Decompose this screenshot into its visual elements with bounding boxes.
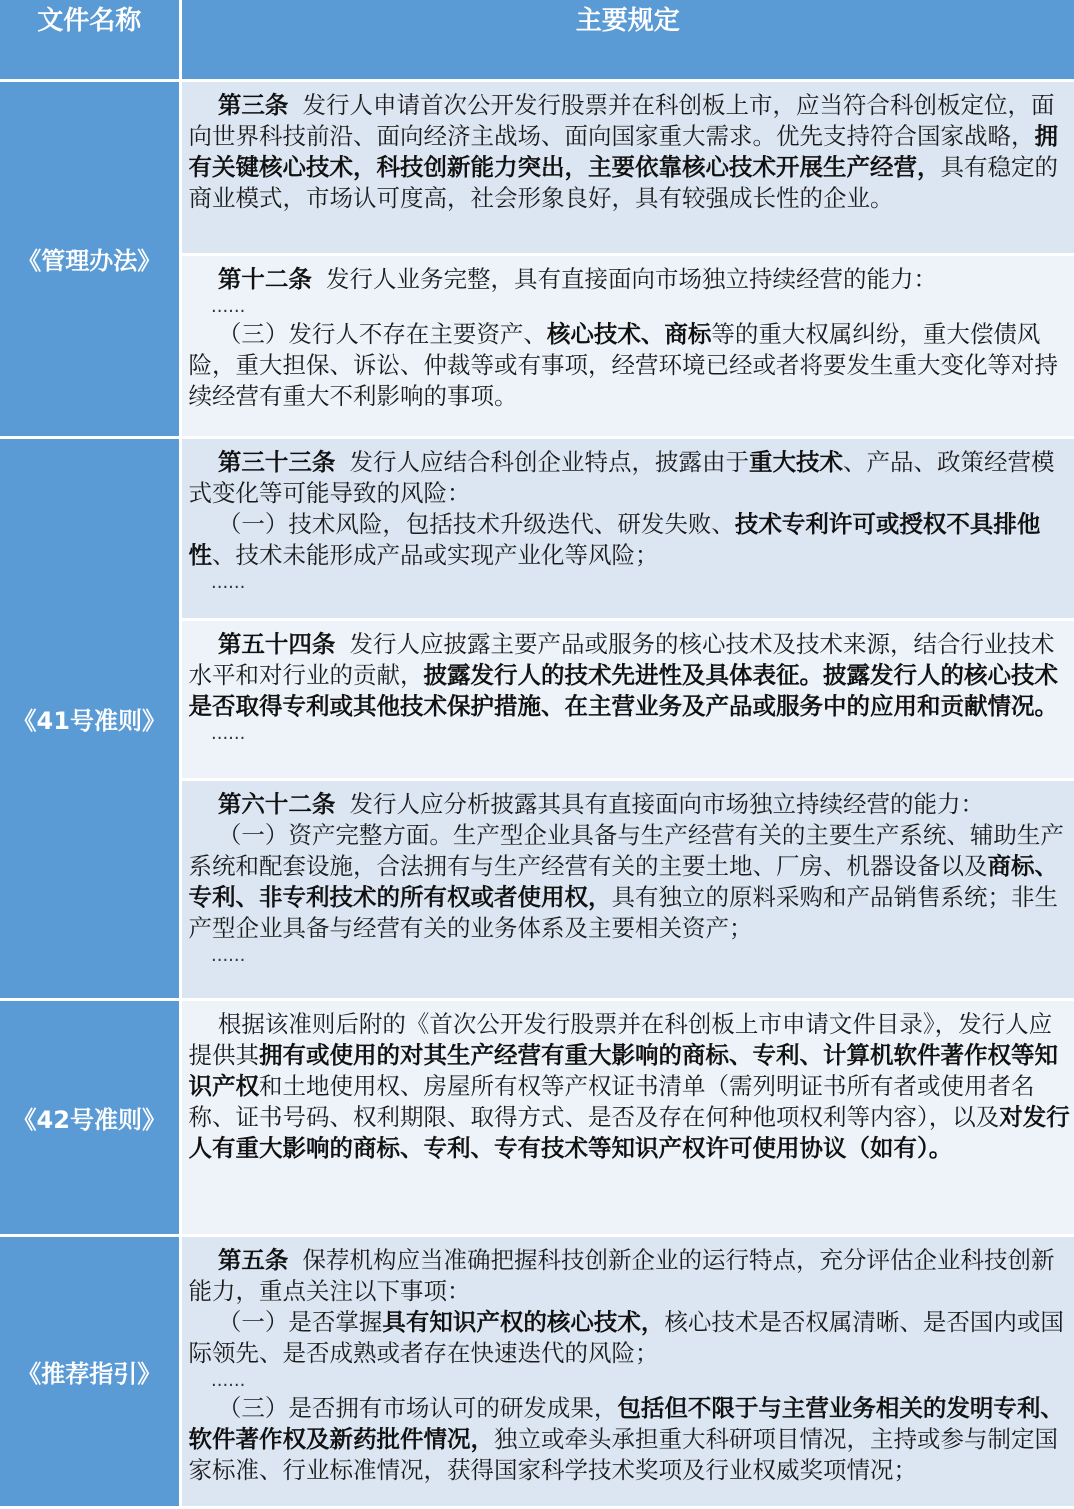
body-text: 发行人应结合科创企业特点，披露由于: [349, 447, 749, 476]
body-text: 核心技术是否权属清晰、是否国内或国际领先、是否成熟或者存在快速迭代的风险；: [188, 1307, 1064, 1367]
body-text: 保荐机构应当准确把握科技创新企业的运行特点，充分评估企业科技创新能力，重点关注以下事项：: [188, 1245, 1055, 1305]
emphasis-text: 对发行人有重大影响的商标、专利、专有技术等知识产权许可使用协议（如有）。: [188, 1102, 1070, 1162]
body-text: 发行人申请首次公开发行股票并在科创板上市，应当符合科创板定位，面向世界科技前沿、面向经济主战场、面向国家重大需求。优先支持符合国家战略，: [188, 90, 1055, 150]
emphasis-text: 披露发行人的技术先进性及具体表征。披露发行人的核心技术是否取得专利或其他技术保护措施、在主营业务及产品或服务中的应用和贡献情况。: [188, 660, 1058, 720]
ellipsis: ......: [211, 944, 246, 966]
header-file-name: 文件名称: [0, 0, 180, 80]
emphasis-text: 第三条: [217, 90, 289, 119]
body-text: 发行人应分析披露其具有直接面向市场独立持续经营的能力：: [349, 789, 984, 818]
table-row: [0, 80, 1074, 254]
emphasis-text: 拥有关键核心技术，科技创新能力突出，主要依靠核心技术开展生产经营，: [188, 121, 1058, 181]
table-row: [0, 437, 1074, 619]
emphasis-text: 技术专利许可或授权不具排他性: [188, 509, 1041, 569]
body-text: 发行人应披露主要产品或服务的核心技术及技术来源，结合行业技术水平和对行业的贡献，: [188, 629, 1055, 689]
emphasis-text: 重大技术: [748, 447, 843, 476]
provision-cell: [180, 80, 1074, 254]
emphasis-text: 第六十二条: [217, 789, 336, 818]
ellipsis: ......: [211, 571, 246, 593]
body-text: 独立或牵头承担重大科研项目情况，主持或参与制定国家标准、行业标准情况，获得国家科学技术奖项及行业权威奖项情况；: [188, 1424, 1058, 1484]
provision-paragraph: [189, 90, 1071, 214]
body-text: （三）是否拥有市场认可的研发成果，: [217, 1393, 618, 1422]
body-text: 根据该准则后附的《首次公开发行股票并在科创板上市申请文件目录》，发行人应提供其: [188, 1009, 1053, 1069]
body-text: 具有稳定的商业模式，市场认可度高，社会形象良好，具有较强成长性的企业。: [188, 152, 1058, 212]
header-main-provisions: 主要规定: [180, 0, 1074, 80]
provision-paragraph: [189, 789, 1071, 820]
body-text: 、产品、政策经营模式变化等可能导致的风险：: [188, 447, 1055, 507]
provision-paragraph: [189, 447, 1071, 509]
provision-paragraph: [189, 629, 1071, 722]
provision-paragraph: [189, 509, 1071, 571]
document-name-cell: 《管理办法》: [0, 80, 180, 437]
body-text: 等的重大权属纠纷，重大偿债风险，重大担保、诉讼、仲裁等或有事项，经营环境已经或者将要发生重大变化等对持续经营有重大不利影响的事项。: [188, 319, 1058, 410]
emphasis-text: 具有知识产权的核心技术，: [382, 1307, 665, 1336]
provision-paragraph: [189, 820, 1071, 944]
body-text: 发行人业务完整，具有直接面向市场独立持续经营的能力：: [325, 264, 937, 293]
document-name-cell: 《41号准则》: [0, 437, 180, 999]
provision-paragraph: [189, 1307, 1071, 1369]
ellipsis: ......: [211, 1369, 246, 1391]
body-text: （一）技术风险，包括技术升级迭代、研发失败、: [217, 509, 735, 538]
table-header-row: [0, 0, 1074, 80]
provision-cell: [180, 437, 1074, 619]
provision-paragraph: [189, 264, 1071, 295]
ellipsis: ......: [211, 722, 246, 744]
body-text: 具有独立的原料采购和产品销售系统；非生产型企业具备与经营有关的业务体系及主要相关资产；: [188, 882, 1058, 942]
emphasis-text: 商标、专利、非专利技术的所有权或者使用权，: [188, 851, 1058, 911]
body-text: （一）是否掌握: [217, 1307, 383, 1336]
body-text: （一）资产完整方面。生产型企业具备与生产经营有关的主要生产系统、辅助生产系统和配套设施，合法拥有与生产经营有关的主要土地、厂房、机器设备以及: [188, 820, 1064, 880]
provision-paragraph: [189, 1393, 1071, 1486]
table-row: [0, 999, 1074, 1235]
provision-cell: [180, 619, 1074, 779]
document-name-cell: 《推荐指引》: [0, 1235, 180, 1507]
document-name-cell: 《42号准则》: [0, 999, 180, 1235]
emphasis-text: 拥有或使用的对其生产经营有重大影响的商标、专利、计算机软件著作权等知识产权: [188, 1040, 1058, 1100]
body-text: 、技术未能形成产品或实现产业化等风险；: [212, 540, 659, 569]
provision-cell: [180, 779, 1074, 999]
body-text: 和土地使用权、房屋所有权等产权证书清单（需列明证书所有者或使用者名称、证书号码、权利期限、取得方式、是否及存在何种他项权利等内容），以及: [188, 1071, 1035, 1131]
provision-cell: [180, 999, 1074, 1235]
emphasis-text: 包括但不限于与主营业务相关的发明专利、软件著作权及新药批件情况，: [188, 1393, 1064, 1453]
ellipsis: ......: [211, 295, 246, 317]
emphasis-text: 第十二条: [217, 264, 312, 293]
provision-paragraph: [189, 1245, 1071, 1307]
emphasis-text: 第五条: [217, 1245, 289, 1274]
body-text: （三）发行人不存在主要资产、: [217, 319, 547, 348]
table-row: [0, 1235, 1074, 1507]
provision-paragraph: [189, 319, 1071, 412]
emphasis-text: 核心技术、商标: [546, 319, 712, 348]
emphasis-text: 第五十四条: [217, 629, 336, 658]
provision-paragraph: [189, 1009, 1071, 1164]
provision-cell: [180, 1235, 1074, 1507]
emphasis-text: 第三十三条: [217, 447, 336, 476]
provision-cell: [180, 254, 1074, 437]
